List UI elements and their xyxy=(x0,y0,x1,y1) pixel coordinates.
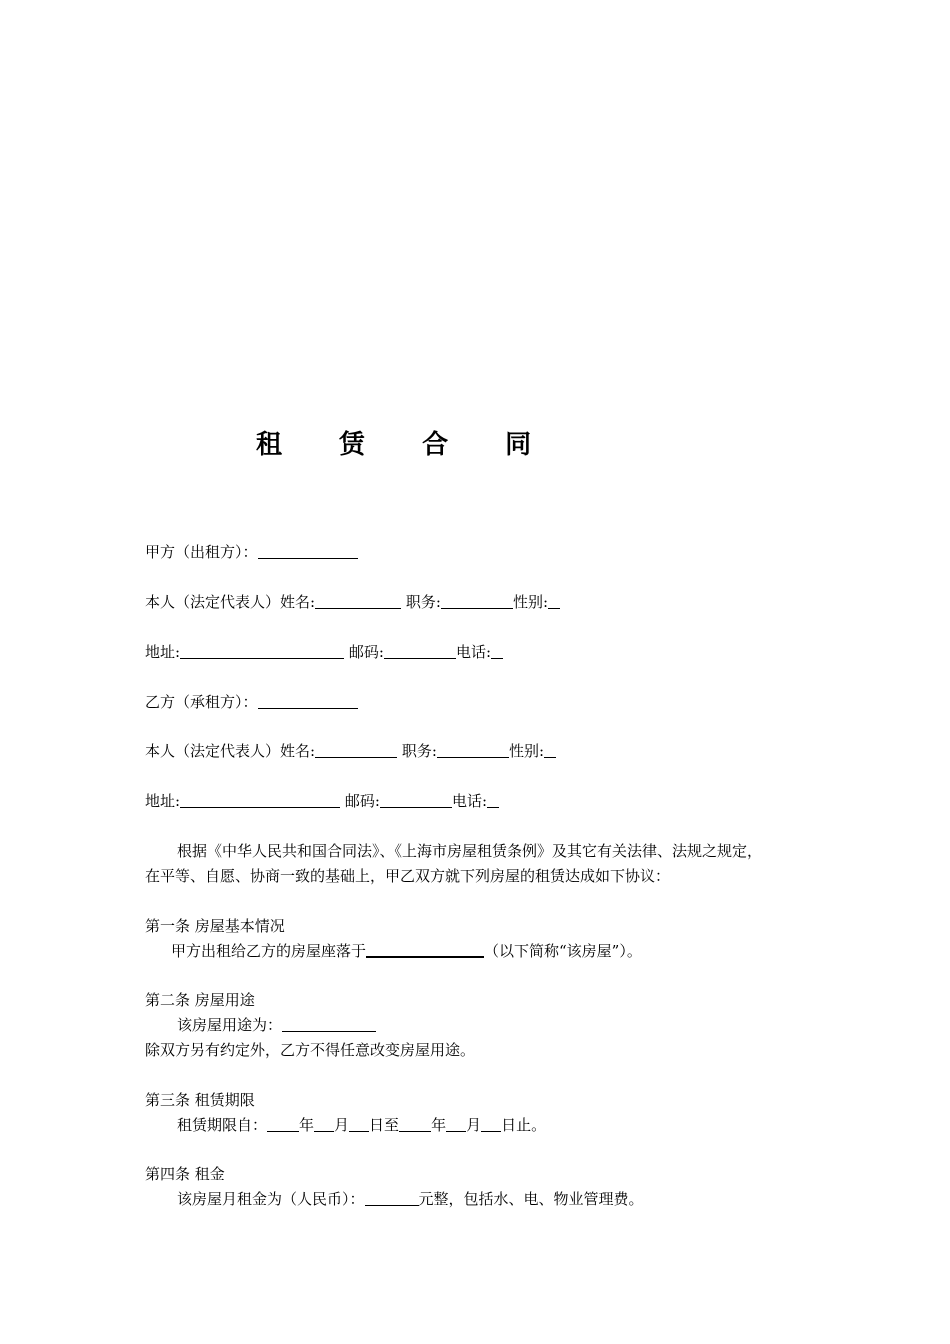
end-month-blank[interactable] xyxy=(446,1117,466,1132)
colon: : xyxy=(374,792,380,810)
end-day-blank[interactable] xyxy=(481,1117,501,1132)
party-b-colon: ： xyxy=(242,693,258,711)
party-b-gender-blank[interactable] xyxy=(544,743,556,758)
article1-text-after: （以下简称“该房屋”）。 xyxy=(484,942,642,960)
party-a-colon: ： xyxy=(242,543,258,561)
party-a-position-blank[interactable] xyxy=(441,594,513,609)
preamble-line-2: 在平等、自愿、协商一致的基础上，甲乙双方就下列房屋的租赁达成如下协议： xyxy=(145,867,671,885)
party-a-line xyxy=(145,542,358,562)
document-title: 租 赁 合 同 xyxy=(256,430,556,460)
article4-text xyxy=(177,1189,644,1209)
rent-text-after: 元整，包括水、电、物业管理费。 xyxy=(418,1190,644,1208)
party-b-position-blank[interactable] xyxy=(437,743,509,758)
colon: : xyxy=(310,742,316,760)
party-b-name-blank[interactable] xyxy=(258,694,358,709)
start-month-blank[interactable] xyxy=(314,1117,334,1132)
day-end-label: 日止。 xyxy=(501,1116,547,1134)
party-a-rep-name-blank[interactable] xyxy=(315,594,401,609)
property-use-blank[interactable] xyxy=(282,1017,376,1032)
party-a-position-label: 职务 xyxy=(405,593,436,611)
article2-text-label: 该房屋用途为 xyxy=(177,1016,268,1034)
colon: : xyxy=(175,792,181,810)
party-a-gender-blank[interactable] xyxy=(548,594,560,609)
party-b-position-label: 职务 xyxy=(401,742,432,760)
day-to-label: 日至 xyxy=(369,1116,400,1134)
party-a-address-blank[interactable] xyxy=(180,644,344,659)
party-b-address-blank[interactable] xyxy=(180,793,340,808)
article1-heading: 第一条 房屋基本情况 xyxy=(145,917,285,935)
party-a-rep-label: 本人（法定代表人）姓名 xyxy=(145,593,311,611)
party-b-postcode-label: 邮码 xyxy=(344,792,375,810)
party-b-postcode-blank[interactable] xyxy=(380,793,452,808)
month-label: 月 xyxy=(334,1116,350,1134)
year-label: 年 xyxy=(299,1116,315,1134)
party-b-rep-name-blank[interactable] xyxy=(315,743,397,758)
rent-label: 该房屋月租金为（人民币） xyxy=(177,1190,350,1208)
party-b-address-label: 地址 xyxy=(145,792,176,810)
colon: : xyxy=(485,643,492,661)
article2-heading: 第二条 房屋用途 xyxy=(145,991,255,1009)
month-label: 月 xyxy=(466,1116,482,1134)
start-day-blank[interactable] xyxy=(349,1117,369,1132)
year-label: 年 xyxy=(431,1116,447,1134)
party-b-address-line xyxy=(145,791,499,811)
party-a-address-label: 地址 xyxy=(145,643,176,661)
lease-term-label: 租赁期限自： xyxy=(177,1116,268,1134)
monthly-rent-blank[interactable] xyxy=(365,1191,419,1206)
colon: : xyxy=(175,643,181,661)
party-b-line xyxy=(145,692,358,712)
article1-text xyxy=(171,941,642,961)
party-a-address-line xyxy=(145,642,503,662)
party-a-gender-label: 性别 xyxy=(512,593,543,611)
party-a-phone-blank[interactable] xyxy=(491,644,503,659)
colon: : xyxy=(542,593,549,611)
party-b-gender-label: 性别 xyxy=(508,742,539,760)
party-b-phone-label: 电话 xyxy=(451,792,482,810)
start-year-blank[interactable] xyxy=(267,1117,299,1132)
colon: : xyxy=(435,593,441,611)
article4-heading: 第四条 租金 xyxy=(145,1165,225,1183)
article2-text xyxy=(177,1015,376,1035)
property-location-blank[interactable] xyxy=(366,942,484,958)
party-b-rep-line xyxy=(145,741,556,761)
party-b-phone-blank[interactable] xyxy=(487,793,499,808)
article2-note: 除双方另有约定外，乙方不得任意改变房屋用途。 xyxy=(145,1041,476,1059)
party-b-rep-label: 本人（法定代表人）姓名 xyxy=(145,742,311,760)
article3-text xyxy=(177,1115,546,1135)
party-a-postcode-label: 邮码 xyxy=(348,643,379,661)
party-a-phone-label: 电话 xyxy=(455,643,486,661)
article2-colon: ： xyxy=(267,1016,283,1034)
end-year-blank[interactable] xyxy=(399,1117,431,1132)
article1-text-before: 甲方出租给乙方的房屋座落于 xyxy=(171,942,367,960)
article3-heading: 第三条 租赁期限 xyxy=(145,1091,255,1109)
preamble-line-1: 根据《中华人民共和国合同法》、《上海市房屋租赁条例》及其它有关法律、法规之规定， xyxy=(177,842,763,860)
colon: : xyxy=(538,742,545,760)
party-a-label: 甲方（出租方） xyxy=(145,543,243,561)
party-a-name-blank[interactable] xyxy=(258,544,358,559)
colon: : xyxy=(431,742,437,760)
party-a-rep-line xyxy=(145,592,560,612)
colon: : xyxy=(481,792,488,810)
party-a-postcode-blank[interactable] xyxy=(384,644,456,659)
colon: : xyxy=(310,593,316,611)
article4-colon: ： xyxy=(349,1190,365,1208)
party-b-label: 乙方（承租方） xyxy=(145,693,243,711)
colon: : xyxy=(378,643,384,661)
